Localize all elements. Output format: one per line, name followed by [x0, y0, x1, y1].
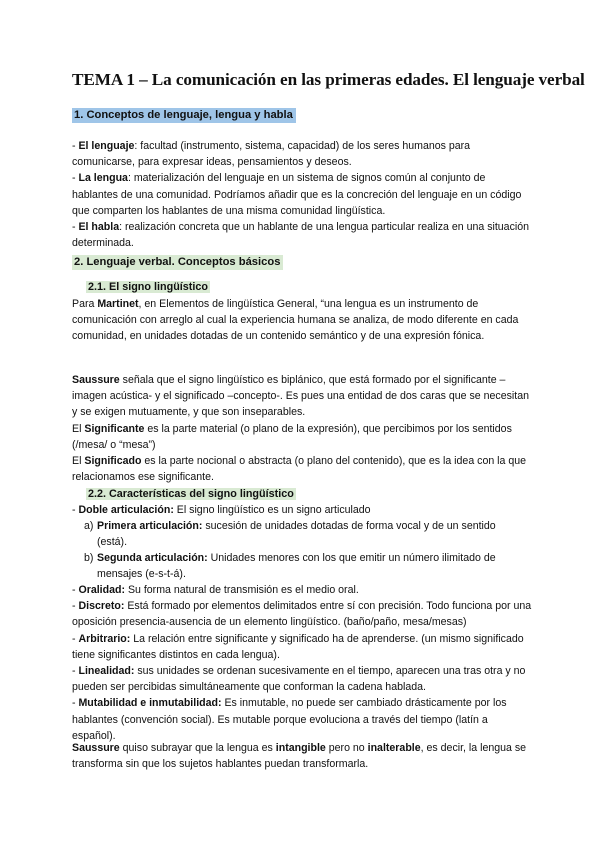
term-saussure: Saussure [72, 742, 120, 754]
item-text: Su forma natural de transmisión es el medio oral. [125, 584, 359, 596]
arbitrario-item: - Arbitrario: La relación entre significante y significado ha de aprenderse. (un mismo significado tiene significantes distintos en cada lengua). [72, 632, 524, 661]
list-marker-b: b) [84, 552, 94, 564]
paragraph-text: El [72, 455, 85, 468]
item-text: Es inmutable, no puede ser cambiado drásticamente por los hablantes (convención social). Es mutable porque evoluciona a través del tiempo (latín a español). [72, 697, 507, 742]
term-doble-articulacion: Doble articulación: [78, 504, 174, 516]
paragraph-text: El [72, 422, 85, 435]
subsection-2-1-heading: 2.1. El signo lingüístico [88, 281, 208, 293]
item-text: Está formado por elementos delimitados entre sí con precisión. Todo funciona por una oposición presencia-ausencia de un elemento lingüístico. (baño/paño, mesa/mesas) [72, 600, 532, 629]
paragraph-text: pero no [325, 742, 368, 754]
term-habla: El habla [78, 221, 120, 234]
section-1-body [72, 138, 532, 251]
definition-habla: - El habla: realización concreta que un hablante de una lengua particular realiza en una situación determinada. [72, 221, 530, 250]
paragraph-text: señala que el signo lingüístico es biplánico, que está formado por el significante –imagen acústica- y el significado –concepto-. Es pues una entidad de dos caras que se necesitan y se exigen mutuamente, y que son inseparables. [72, 374, 529, 419]
term-primera-articulacion: Primera articulación: [97, 520, 203, 532]
term-oralidad: Oralidad: [78, 584, 125, 596]
characteristics-list [72, 582, 532, 744]
paragraph-text: quiso subrayar que la lengua es [119, 742, 276, 754]
linealidad-item: - Linealidad: sus unidades se ordenan sucesivamente en el tiempo, aparecen una tras otra y no pueden ser percibidas simultáneamente que conforman la cadena hablada. [72, 665, 526, 694]
discreto-item: - Discreto: Está formado por elementos delimitados entre sí con precisión. Todo funciona por una oposición presencia-ausencia de un elemento lingüístico. (baño/paño, mesa/mesas) [72, 600, 532, 629]
term-significante: Significante [84, 422, 145, 435]
term-martinet: Martinet [97, 298, 139, 310]
definition-text: : realización concreta que un hablante de una lengua particular realiza en una situación determinada. [72, 221, 530, 250]
term-segunda-articulacion: Segunda articulación: [97, 552, 208, 564]
segunda-articulacion-item [97, 550, 527, 582]
mutabilidad-item: - Mutabilidad e inmutabilidad: Es inmutable, no puede ser cambiado drásticamente por los hablantes (convención social). Es mutable porque evoluciona a través del tiempo (latín a español). [72, 697, 507, 742]
section-1-heading: 1. Conceptos de lenguaje, lengua y habla [72, 108, 296, 123]
definition-lengua: - La lengua: materialización del lenguaje en un sistema de signos común al conjunto de hablantes de una comunidad. Podríamos añadir que es la concreción del lenguaje en un código que comparten los hablantes de una misma comunidad lingüística. [72, 172, 522, 217]
paragraph-text: es la parte nocional o abstracta (o plano del contenido), que es la idea con la que relacionamos ese significante. [72, 455, 527, 484]
term-arbitrario: Arbitrario: [78, 632, 131, 645]
martinet-paragraph [72, 296, 532, 345]
paragraph-text: , es decir, la lengua se transforma sin que los sujetos hablantes puedan transformarla. [72, 742, 527, 771]
term-lengua: La lengua [78, 172, 128, 185]
significante-line [72, 421, 532, 453]
item-text: La relación entre significante y significado ha de aprenderse. (un mismo significado tiene significantes distintos en cada lengua). [72, 632, 524, 661]
item-text: El signo lingüístico es un signo articulado [173, 504, 371, 516]
definition-text: : materialización del lenguaje en un sistema de signos común al conjunto de hablantes de una comunidad. Podríamos añadir que es la concreción del lenguaje en un código que comparten los hablantes de una misma comunidad lingüística. [72, 172, 522, 217]
term-discreto: Discreto: [78, 600, 125, 613]
item-text: Unidades menores con los que emitir un número ilimitado de mensajes (e-s-t-á). [97, 552, 496, 581]
subsection-2-2-heading: 2.2. Características del signo lingüístico [88, 488, 294, 500]
term-intangible: intangible [275, 742, 326, 754]
saussure-line [72, 372, 532, 421]
paragraph-text: , en Elementos de lingüística General, “una lengua es un instrumento de comunicación con arreglo al cual la experiencia humana se analiza, de modo diferente en cada comunidad, en unidades dotadas de un contenido semántico y de una expresión fónica. [72, 298, 519, 343]
paragraph-text: es la parte material (o plano de la expresión), que percibimos por los sentidos (/mesa/ o “mesa”) [72, 422, 512, 451]
document-title: TEMA 1 – La comunicación en las primeras edades. El lenguaje verbal [72, 70, 585, 89]
paragraph-text: Para [72, 298, 98, 310]
definition-lenguaje: - El lenguaje: facultad (instrumento, sistema, capacidad) de los seres humanos para comunicarse, para expresar ideas, pensamientos y deseos. [72, 140, 471, 169]
saussure-closing-paragraph [72, 740, 532, 772]
item-text: sus unidades se ordenan sucesivamente en el tiempo, aparecen una tras otra y no pueden ser percibidas simultáneamente que conforman la cadena hablada. [72, 665, 526, 694]
item-text: sucesión de unidades dotadas de forma vocal y de un sentido (está). [97, 520, 496, 549]
saussure-paragraph [72, 372, 532, 485]
term-mutabilidad: Mutabilidad e inmutabilidad: [78, 697, 222, 710]
oralidad-item: - Oralidad: Su forma natural de transmisión es el medio oral. [72, 584, 359, 596]
doble-articulacion-item: - Doble articulación: El signo lingüístico es un signo articulado [72, 504, 371, 516]
term-lenguaje: El lenguaje [78, 140, 135, 152]
list-marker-a: a) [84, 520, 94, 532]
definition-text: : facultad (instrumento, sistema, capacidad) de los seres humanos para comunicarse, para expresar ideas, pensamientos y deseos. [72, 140, 471, 169]
section-2-heading: 2. Lenguaje verbal. Conceptos básicos [72, 255, 283, 270]
term-inalterable: inalterable [367, 742, 421, 754]
term-significado: Significado [84, 455, 142, 468]
term-linealidad: Linealidad: [78, 665, 135, 678]
significado-line [72, 453, 532, 485]
term-saussure: Saussure [72, 374, 120, 386]
primera-articulacion-item [97, 518, 527, 550]
